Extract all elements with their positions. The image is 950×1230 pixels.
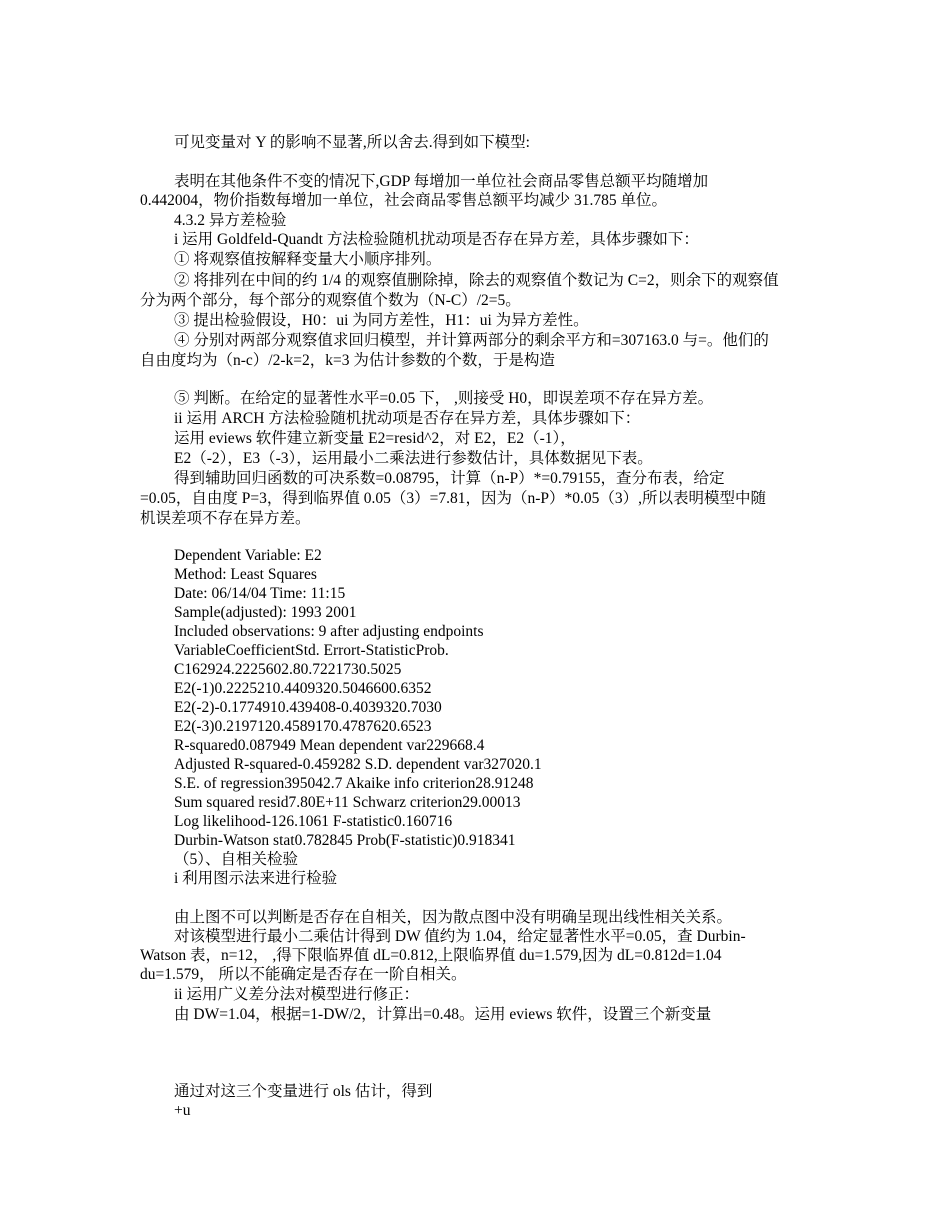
regression-output-line: R-squared0.087949 Mean dependent var229668.4 (174, 737, 485, 754)
regression-output-line: E2(-1)0.2225210.4409320.5046600.6352 (174, 680, 432, 697)
regression-output-line: Sum squared resid7.80E+11 Schwarz criterion29.00013 (174, 794, 521, 811)
paragraph-line: ③ 提出检验假设，H0：ui 为同方差性，H1：ui 为异方差性。 (174, 312, 589, 329)
regression-output-line: Durbin-Watson stat0.782845 Prob(F-statistic)0.918341 (174, 832, 516, 849)
regression-output-line: Date: 06/14/04 Time: 11:15 (174, 585, 346, 602)
paragraph-line: 由 DW=1.04，根据=1-DW/2，计算出=0.48。运用 eviews 软件，设置三个新变量 (174, 1006, 712, 1023)
paragraph-line: 由上图不可以判断是否存在自相关，因为散点图中没有明确呈现出线性相关关系。 (174, 909, 733, 926)
regression-output-line: E2(-3)0.2197120.4589170.4787620.6523 (174, 718, 432, 735)
paragraph-line: =0.05，自由度 P=3，得到临界值 0.05（3）=7.81，因为（n-P）*0.05（3）,所以表明模型中随 (140, 490, 767, 507)
regression-output-line: Method: Least Squares (174, 566, 317, 583)
paragraph-line: 表明在其他条件不变的情况下,GDP 每增加一单位社会商品零售总额平均随增加 (174, 173, 709, 190)
paragraph-line: ① 将观察值按解释变量大小顺序排列。 (174, 251, 442, 268)
paragraph-line: ⑤ 判断。在给定的显著性水平=0.05 下， ,则接受 H0，即误差项不存在异方差。 (174, 390, 714, 407)
regression-output-line: VariableCoefficientStd. Errort-StatisticProb. (174, 642, 449, 659)
section-heading: 4.3.2 异方差检验 (174, 212, 287, 229)
paragraph-line: 分为两个部分，每个部分的观察值个数为（N-C）/2=5。 (140, 292, 521, 309)
paragraph-line: 0.442004，物价指数每增加一单位，社会商品零售总额平均减少 31.785 单位。 (140, 192, 668, 209)
paragraph-line: du=1.579， 所以不能确定是否存在一阶自相关。 (140, 966, 467, 983)
paragraph-line: +u (174, 1102, 191, 1119)
paragraph-line: i 运用 Goldfeld-Quandt 方法检验随机扰动项是否存在异方差，具体步骤如下： (174, 231, 699, 248)
paragraph-line: Watson 表，n=12， ,得下限临界值 dL=0.812,上限临界值 du=1.579,因为 dL=0.812d=1.04 (140, 947, 722, 964)
paragraph-line: ② 将排列在中间的约 1/4 的观察值删除掉，除去的观察值个数记为 C=2，则余下的观察值 (174, 272, 779, 289)
paragraph-line: E2（-2），E3（-3），运用最小二乘法进行参数估计，具体数据见下表。 (174, 450, 653, 467)
paragraph-line: 机误差项不存在异方差。 (140, 510, 311, 527)
regression-output-line: Adjusted R-squared-0.459282 S.D. dependent var327020.1 (174, 756, 542, 773)
paragraph-line: 对该模型进行最小二乘估计得到 DW 值约为 1.04，给定显著性水平=0.05，查 Durbin- (174, 928, 746, 945)
regression-output-line: C162924.2225602.80.7221730.5025 (174, 661, 402, 678)
paragraph-line: 得到辅助回归函数的可决系数=0.08795，计算（n-P）*=0.79155，查分布表，给定 (174, 470, 725, 487)
paragraph-line: ii 运用 ARCH 方法检验随机扰动项是否存在异方差，具体步骤如下： (174, 410, 641, 427)
paragraph-line: 通过对这三个变量进行 ols 估计，得到 (174, 1083, 433, 1100)
regression-output-line: Dependent Variable: E2 (174, 547, 322, 564)
paragraph-line: ii 运用广义差分法对模型进行修正： (174, 986, 419, 1003)
regression-output-line: Sample(adjusted): 1993 2001 (174, 604, 357, 621)
section-heading: （5）、自相关检验 (174, 851, 299, 868)
paragraph-line: i 利用图示法来进行检验 (174, 870, 338, 887)
paragraph-line: ④ 分别对两部分观察值求回归模型，并计算两部分的剩余平方和=307163.0 与=。他们的 (174, 332, 769, 349)
regression-output-line: E2(-2)-0.1774910.439408-0.4039320.7030 (174, 699, 442, 716)
regression-output-line: Included observations: 9 after adjusting endpoints (174, 623, 484, 640)
paragraph-line: 自由度均为（n-c）/2-k=2，k=3 为估计参数的个数，于是构造 (140, 352, 555, 369)
regression-output-line: S.E. of regression395042.7 Akaike info criterion28.91248 (174, 775, 534, 792)
paragraph-line: 运用 eviews 软件建立新变量 E2=resid^2，对 E2，E2（-1）， (174, 430, 576, 447)
regression-output-line: Log likelihood-126.1061 F-statistic0.160716 (174, 813, 453, 830)
paragraph-line: 可见变量对 Y 的影响不显著,所以舍去.得到如下模型: (174, 134, 530, 151)
